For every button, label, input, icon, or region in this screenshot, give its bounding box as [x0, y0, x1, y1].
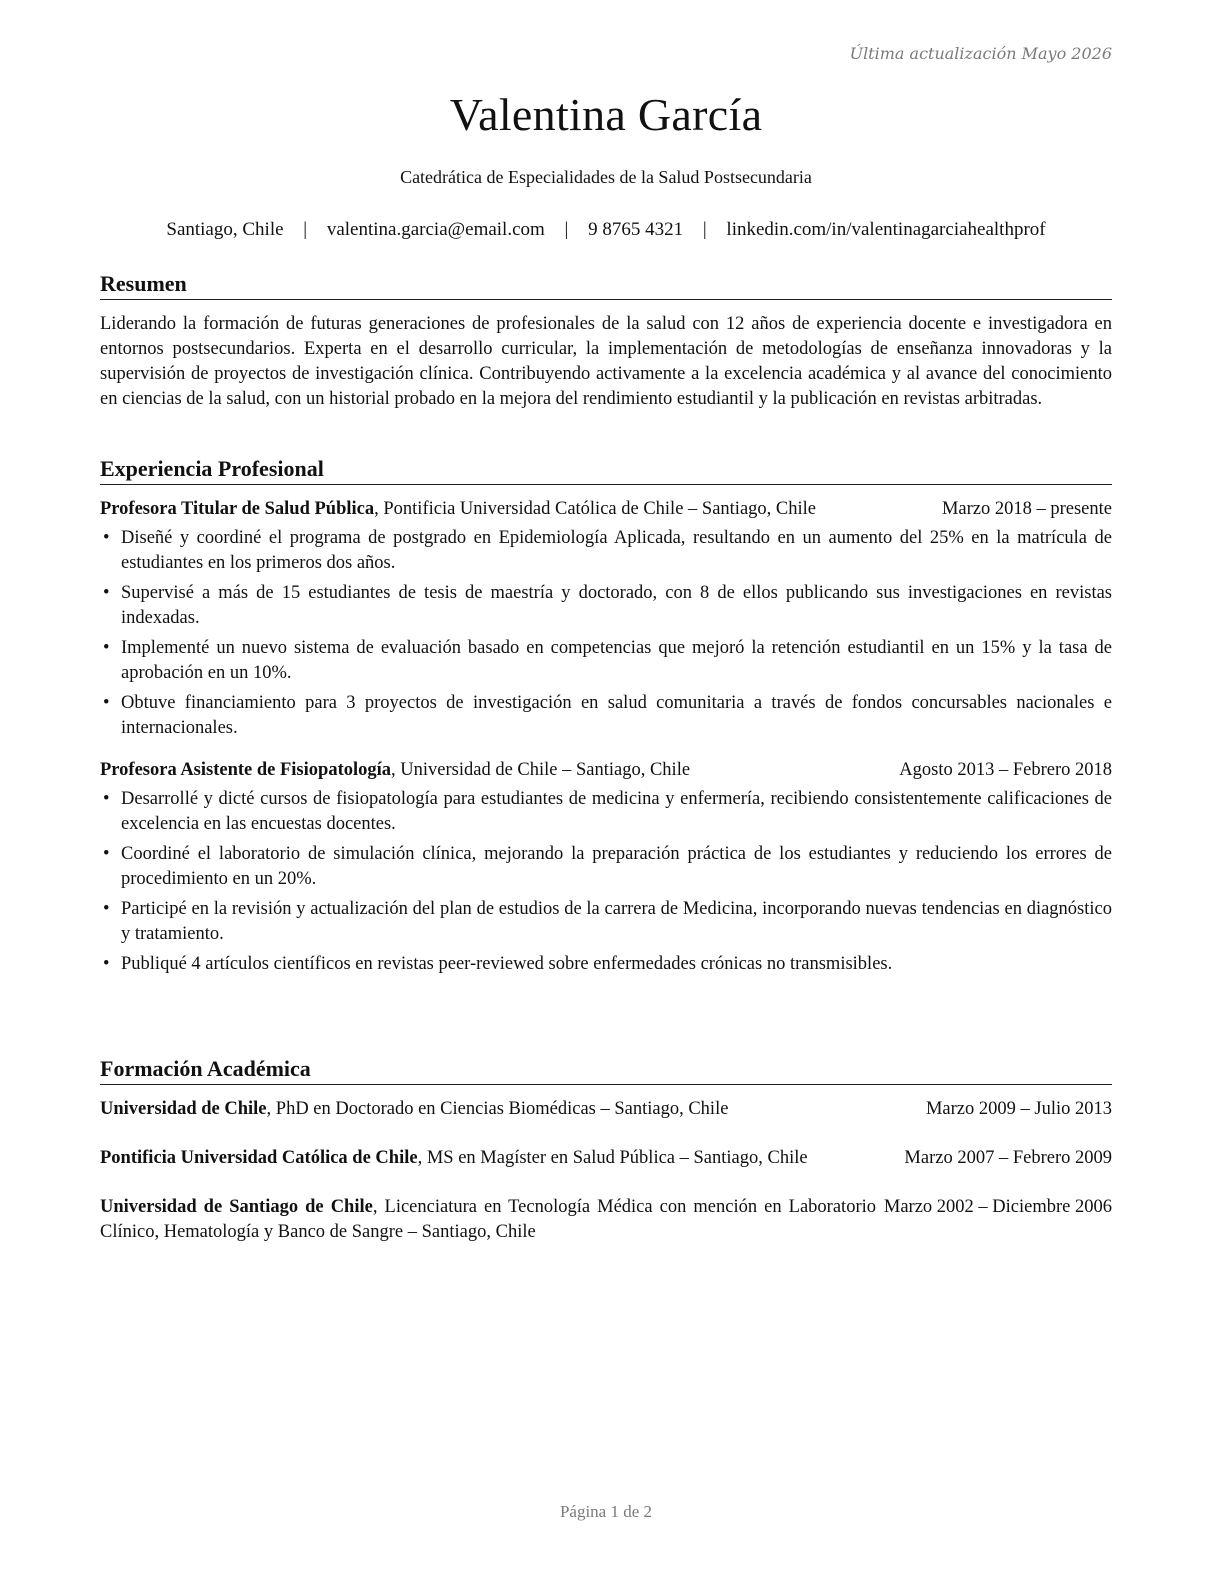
job-header	[100, 758, 1112, 783]
job-entry	[100, 758, 1112, 977]
job-title-line	[100, 497, 914, 522]
bullet-icon: •	[103, 844, 110, 864]
resume-page	[100, 0, 1112, 1584]
job-header	[100, 497, 1112, 522]
contact-separator: |	[564, 219, 569, 240]
education-header	[100, 1195, 1112, 1245]
bullet-item: • Participé en la revisión y actualización del plan de estudios de la carrera de Medicina, incorporando nuevas tendencias en diagnóstico y tratamiento.	[103, 899, 1112, 944]
education-header	[100, 1097, 1112, 1122]
bullet-item: • Obtuve financiamiento para 3 proyectos de investigación en salud comunitaria a través de fondos concursables nacionales e internacionales.	[103, 693, 1112, 738]
job-role: Profesora Asistente de Fisiopatología	[100, 760, 392, 780]
summary-text: Liderando la formación de futuras generaciones de profesionales de la salud con 12 años de experiencia docente e investigadora en entornos postsecundarios. Experta en el desarrollo curricular, la implementación de metodologías de enseñanza innovadoras y la supervisión de proyectos de investigación clínica. Contribuyendo activamente a la excelencia académica y al avance del conocimiento en ciencias de la salud, con un historial probado en la mejora del rendimiento estudiantil y la publicación en revistas arbitradas.	[100, 314, 1112, 409]
school-name: Universidad de Chile	[100, 1099, 267, 1119]
education-entry	[100, 1146, 1112, 1171]
education-title-line	[100, 1195, 876, 1245]
job-entry	[100, 497, 1112, 741]
section-heading-education: Formación Académica	[100, 1055, 1112, 1085]
section-heading-experience: Experiencia Profesional	[100, 455, 1112, 485]
education-dates: Marzo 2002 – Diciembre 2006	[883, 1197, 1112, 1217]
education-title-line	[100, 1097, 898, 1122]
contact-separator: |	[702, 219, 707, 240]
bullet-icon: •	[103, 528, 110, 548]
bullet-icon: •	[103, 954, 110, 974]
candidate-title: Catedrática de Especialidades de la Salud Postsecundaria	[400, 167, 812, 187]
contact-line	[100, 219, 1112, 241]
education-section	[100, 1055, 1112, 1245]
job-organization: , Pontificia Universidad Católica de Chile – Santiago, Chile	[374, 499, 816, 519]
section-heading-summary: Resumen	[100, 270, 1112, 300]
school-name: Universidad de Santiago de Chile	[100, 1197, 373, 1217]
school-name: Pontificia Universidad Católica de Chile	[100, 1148, 418, 1168]
degree: , MS en Magíster en Salud Pública – Santiago, Chile	[417, 1148, 808, 1168]
bullet-icon: •	[103, 638, 110, 658]
education-dates: Marzo 2009 – Julio 2013	[925, 1099, 1112, 1119]
job-bullets	[100, 787, 1112, 977]
education-title-line	[100, 1146, 876, 1171]
job-dates: Agosto 2013 – Febrero 2018	[899, 760, 1112, 780]
bullet-item: • Publiqué 4 artículos científicos en revistas peer-reviewed sobre enfermedades crónicas no transmisibles.	[100, 952, 1112, 977]
job-title-line	[100, 758, 878, 783]
education-header	[100, 1146, 1112, 1171]
education-dates: Marzo 2007 – Febrero 2009	[904, 1148, 1112, 1168]
summary-section	[100, 270, 1112, 412]
bullet-item: • Implementé un nuevo sistema de evaluación basado en competencias que mejoró la retención estudiantil en un 15% y la tasa de aprobación en un 10%.	[103, 638, 1112, 683]
degree: , PhD en Doctorado en Ciencias Biomédicas – Santiago, Chile	[266, 1099, 729, 1119]
contact-email[interactable]: valentina.garcia@email.com	[326, 219, 545, 240]
contact-phone: 9 8765 4321	[588, 219, 684, 240]
contact-location: Santiago, Chile	[166, 219, 284, 240]
page-number: Página 1 de 2	[559, 1502, 653, 1521]
bullet-item: • Diseñé y coordiné el programa de postgrado en Epidemiología Aplicada, resultando en un aumento del 25% en la matrícula de estudiantes en los primeros dos años.	[103, 528, 1112, 573]
degree: , Licenciatura en Tecnología Médica con mención en Laboratorio Clínico, Hematología y Banco de Sangre – Santiago, Chile	[100, 1197, 876, 1242]
education-entry	[100, 1097, 1112, 1122]
bullet-icon: •	[103, 899, 110, 919]
bullet-icon: •	[103, 789, 110, 809]
job-bullets	[100, 526, 1112, 741]
last-updated: Última actualización Mayo 2026	[849, 44, 1112, 63]
experience-section	[100, 455, 1112, 982]
job-dates: Marzo 2018 – presente	[941, 499, 1112, 519]
bullet-item: • Supervisé a más de 15 estudiantes de tesis de maestría y doctorado, con 8 de ellos publicando sus investigaciones en revistas indexadas.	[103, 583, 1112, 628]
bullet-icon: •	[103, 693, 110, 713]
contact-separator: |	[303, 219, 308, 240]
bullet-item: • Coordiné el laboratorio de simulación clínica, mejorando la preparación práctica de los estudiantes y reduciendo los errores de procedimiento en un 20%.	[103, 844, 1112, 889]
job-organization: , Universidad de Chile – Santiago, Chile	[391, 760, 691, 780]
education-entry	[100, 1195, 1112, 1245]
job-role: Profesora Titular de Salud Pública	[100, 499, 375, 519]
candidate-name: Valentina García	[449, 89, 763, 140]
bullet-item: • Desarrollé y dicté cursos de fisiopatología para estudiantes de medicina y enfermería, recibiendo consistentemente calificaciones de excelencia en las encuestas docentes.	[103, 789, 1112, 834]
contact-linkedin[interactable]: linkedin.com/in/valentinagarciahealthprof	[726, 219, 1046, 240]
bullet-icon: •	[103, 583, 110, 603]
